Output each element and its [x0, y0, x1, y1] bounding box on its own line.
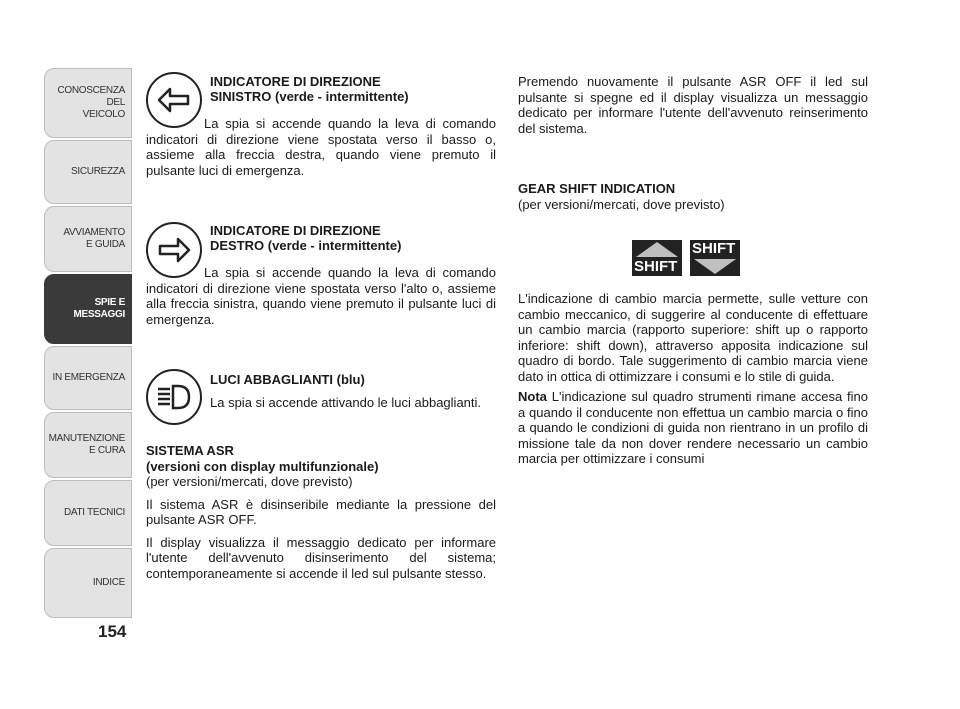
gear-shift-paragraph: L'indicazione di cambio marcia permette, sulle vetture con cambio meccanico, di suggerire al conducente di effettuare un cambio marcia (rapporto superiore: shift up o rapporto inferiore: shift down), attraverso apposita indicazione sul quadro di bordo. Tale suggerimento di cambio marcia viene dato in ottica di ottimizzare i consumi e lo stile di guida.	[518, 291, 868, 384]
tab-manutenzione-e-cura[interactable]	[44, 412, 132, 478]
shift-down-label: SHIFT	[692, 240, 736, 257]
asr-paragraph-1: Il sistema ASR è disinseribile mediante la pressione del pulsante ASR OFF.	[146, 496, 496, 527]
page-number: 154	[98, 622, 127, 641]
tab-avviamento-e-guida[interactable]	[44, 206, 132, 272]
tab-label: MANUTENZIONE E CURA	[48, 433, 125, 456]
nota-text: L'indicazione sul quadro strumenti rimane accesa fino a quando il conducente non effettua un cambio marcia o fino a quando le condizioni di guida non rientrano in un profilo di missione tale da non dover rendere necessario un cambio marcia per ottimizzare i consumi	[518, 389, 868, 466]
asr-reactivation-paragraph: Premendo nuovamente il pulsante ASR OFF il led sul pulsante si spegne ed il display visualizza un messaggio dedicato per informare l'utente dell'avvenuto reinserimento del sistema.	[518, 74, 868, 136]
tab-label: SICUREZZA	[71, 166, 125, 177]
tab-sicurezza[interactable]	[44, 140, 132, 204]
right-indicator-body: La spia si accende quando la leva di comando indicatori di direzione viene spostata verso l'alto o, assieme alla freccia sinistra, quando viene premuto il pulsante luci di emergenza.	[146, 265, 496, 327]
tab-label: AVVIAMENTO E GUIDA	[63, 227, 125, 250]
gear-shift-description	[518, 291, 868, 467]
right-indicator-title: INDICATORE DI DIREZIONE DESTRO (verde - intermittente)	[210, 223, 402, 253]
tab-label: CONOSCENZA DEL VEICOLO	[57, 85, 125, 120]
tab-label: SPIE E MESSAGGI	[73, 297, 125, 320]
asr-section	[146, 443, 496, 581]
high-beam-title: LUCI ABBAGLIANTI (blu)	[210, 372, 365, 387]
shift-up-label: SHIFT	[634, 258, 678, 275]
tab-in-emergenza[interactable]	[44, 346, 132, 410]
tab-dati-tecnici[interactable]	[44, 480, 132, 546]
tab-spie-e-messaggi[interactable]	[44, 274, 132, 344]
shift-down-icon	[690, 240, 740, 276]
high-beam-icon	[146, 369, 202, 425]
gear-shift-subtitle: (per versioni/mercati, dove previsto)	[518, 196, 725, 212]
tab-label: DATI TECNICI	[63, 507, 125, 518]
asr-subtitle: (per versioni/mercati, dove previsto)	[146, 474, 353, 489]
shift-up-icon	[632, 240, 682, 276]
high-beam-body: La spia si accende attivando le luci abbaglianti.	[210, 395, 482, 410]
nota-label: Nota	[518, 389, 547, 404]
tab-label: INDICE	[92, 577, 125, 588]
left-indicator-title: INDICATORE DI DIREZIONE SINISTRO (verde - intermittente)	[210, 74, 409, 104]
asr-title: SISTEMA ASR (versioni con display multifunzionale)	[146, 443, 379, 474]
tab-label: IN EMERGENZA	[52, 372, 125, 383]
asr-paragraph-2: Il display visualizza il messaggio dedicato per informare l'utente dell'avvenuto disinserimento del sistema; contemporaneamente si accende il led sul pulsante stesso.	[146, 534, 496, 581]
tab-indice[interactable]	[44, 548, 132, 618]
right-column	[518, 74, 868, 212]
gear-shift-title: GEAR SHIFT INDICATION	[518, 181, 676, 196]
tab-conoscenza-del-veicolo[interactable]	[44, 68, 132, 138]
nota-paragraph	[518, 389, 868, 467]
left-indicator-body: La spia si accende quando la leva di comando indicatori di direzione viene spostata verso il basso o, assieme alla freccia destra, quando viene premuto il pulsante luci di emergenza.	[146, 116, 496, 178]
